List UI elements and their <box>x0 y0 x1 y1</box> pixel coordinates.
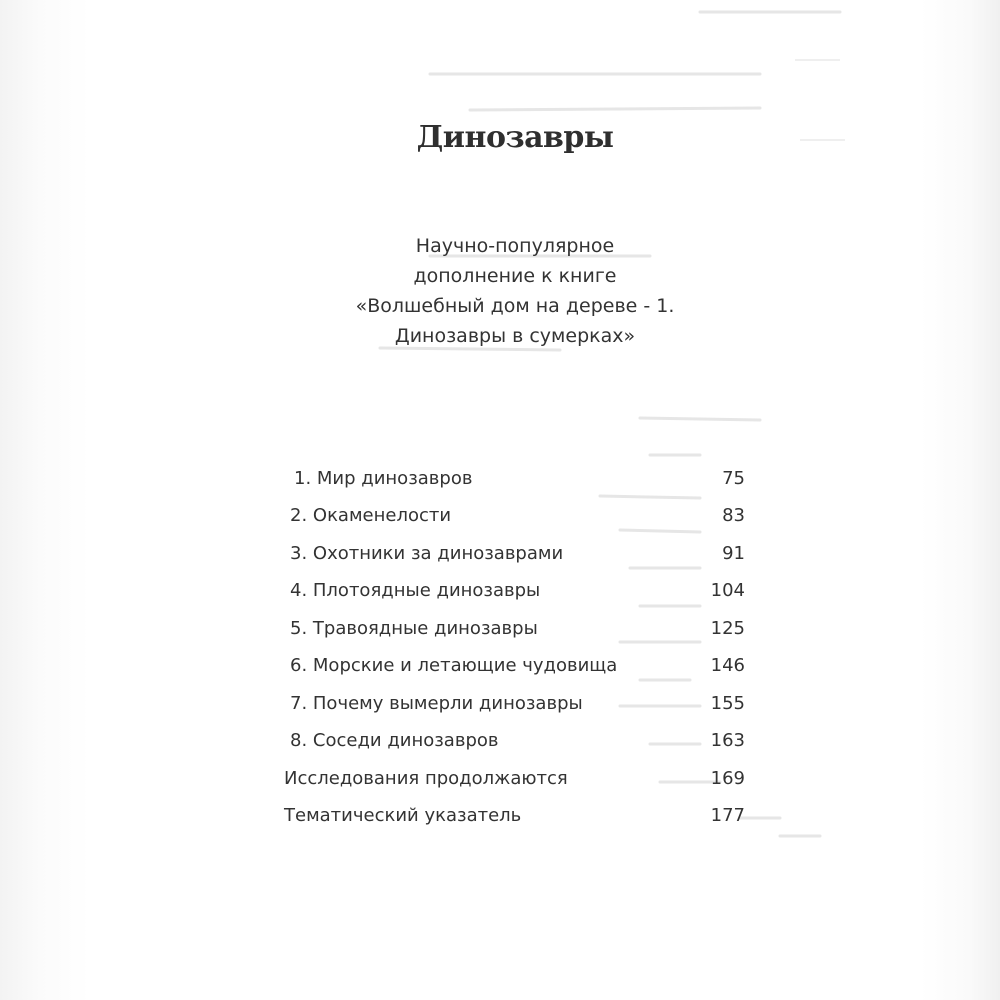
toc-item-page: 177 <box>710 805 745 826</box>
toc-item-page: 125 <box>710 618 745 639</box>
toc-item <box>0 574 1000 608</box>
toc-item-page: 169 <box>710 768 745 789</box>
toc-item-label: 8. Соседи динозавров <box>290 730 499 751</box>
toc-item-page: 163 <box>710 730 745 751</box>
toc-item <box>0 687 1000 721</box>
toc-item <box>0 462 1000 496</box>
toc-item <box>0 649 1000 683</box>
toc-item <box>0 537 1000 571</box>
toc-item-page: 104 <box>710 580 745 601</box>
subtitle-line: «Волшебный дом на дереве - 1. <box>355 295 675 317</box>
toc-item-label: 7. Почему вымерли динозавры <box>290 693 583 714</box>
toc-item <box>0 499 1000 533</box>
subtitle <box>300 231 730 351</box>
toc-item-label: 2. Окаменелости <box>290 505 452 526</box>
toc-item <box>0 762 1000 796</box>
toc-item-page: 75 <box>722 468 745 489</box>
toc-item <box>0 799 1000 833</box>
book-title: Динозавры <box>416 120 614 155</box>
toc-item <box>0 724 1000 758</box>
subtitle-line: Динозавры в сумерках» <box>394 325 636 347</box>
toc-item-label: 4. Плотоядные динозавры <box>290 580 541 601</box>
toc-item-page: 146 <box>710 655 745 676</box>
toc-item-label: 3. Охотники за динозаврами <box>290 543 564 564</box>
toc-item-label: 1. Мир динозавров <box>294 468 473 489</box>
toc-item-page: 83 <box>722 505 745 526</box>
toc-item-page: 91 <box>722 543 745 564</box>
toc-item <box>0 612 1000 646</box>
toc-item-page: 155 <box>710 693 745 714</box>
subtitle-line: дополнение к книге <box>413 265 617 287</box>
toc-item-label: Исследования продолжаются <box>284 768 568 789</box>
subtitle-line: Научно-популярное <box>415 235 615 257</box>
toc-item-label: 5. Травоядные динозавры <box>290 618 538 639</box>
toc-item-label: Тематический указатель <box>284 805 522 826</box>
toc-item-label: 6. Морские и летающие чудовища <box>290 655 618 676</box>
